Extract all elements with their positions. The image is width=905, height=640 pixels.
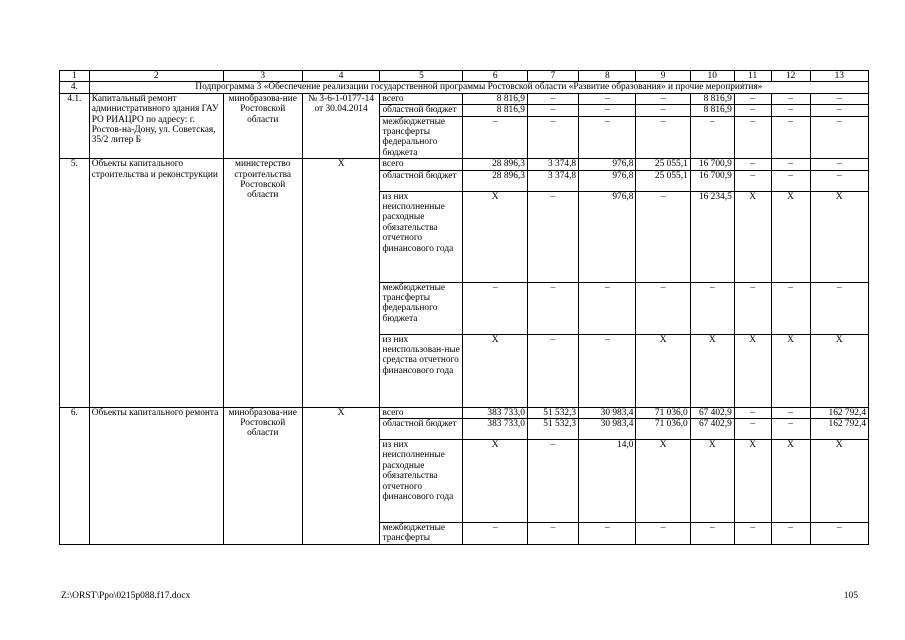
- value-cell: 976,8: [579, 191, 636, 282]
- value-cell: 976,8: [579, 159, 636, 170]
- value-cell: 8 816,9: [690, 93, 734, 104]
- value-cell: –: [734, 523, 771, 545]
- value-cell: –: [771, 116, 810, 159]
- value-cell: 51 532,3: [527, 407, 578, 418]
- value-cell: –: [579, 523, 636, 545]
- value-cell: –: [771, 170, 810, 191]
- value-cell: Х: [734, 440, 771, 523]
- value-cell: –: [810, 105, 868, 116]
- value-cell: –: [771, 419, 810, 440]
- value-cell: –: [771, 93, 810, 104]
- col-number-10: 10: [690, 71, 734, 82]
- section-document: Х: [302, 159, 380, 407]
- value-cell: –: [527, 105, 578, 116]
- value-cell: –: [527, 440, 578, 523]
- value-cell: 383 733,0: [463, 419, 528, 440]
- subprogram-row: [60, 82, 869, 93]
- value-cell: –: [636, 523, 690, 545]
- funding-source: межбюджетные трансферты федерального бюджета: [380, 116, 463, 159]
- value-cell: 8 816,9: [463, 105, 528, 116]
- value-cell: –: [734, 159, 771, 170]
- value-cell: –: [579, 105, 636, 116]
- table-row: [60, 407, 869, 418]
- value-cell: 25 055,1: [636, 170, 690, 191]
- col-number-5: 5: [380, 71, 463, 82]
- col-number-3: 3: [223, 71, 302, 82]
- funding-source: из них неиспользован-ные средства отчетного финансового года: [380, 334, 463, 407]
- value-cell: –: [734, 116, 771, 159]
- value-cell: 14,0: [579, 440, 636, 523]
- value-cell: –: [636, 116, 690, 159]
- value-cell: –: [636, 105, 690, 116]
- section-name: Объекты капитального ремонта: [89, 407, 223, 544]
- value-cell: 71 036,0: [636, 419, 690, 440]
- value-cell: –: [810, 282, 868, 334]
- table-body: [60, 71, 869, 545]
- value-cell: 16 700,9: [690, 159, 734, 170]
- value-cell: Х: [810, 440, 868, 523]
- value-cell: 51 532,3: [527, 419, 578, 440]
- section-executor: минобразова-ние Ростовской области: [223, 407, 302, 544]
- value-cell: Х: [734, 191, 771, 282]
- col-number-4: 4: [302, 71, 380, 82]
- funding-source: всего: [380, 407, 463, 418]
- value-cell: –: [636, 191, 690, 282]
- col-number-13: 13: [810, 71, 868, 82]
- value-cell: Х: [463, 334, 528, 407]
- value-cell: –: [810, 159, 868, 170]
- value-cell: –: [527, 334, 578, 407]
- section-name: Капитальный ремонт административного здания ГАУ РО РИАЦРО по адресу: г. Ростов-на-Дону, ул. Советская, 35/2 литер Б: [89, 93, 223, 158]
- value-cell: –: [771, 523, 810, 545]
- value-cell: –: [810, 93, 868, 104]
- col-number-12: 12: [771, 71, 810, 82]
- value-cell: 71 036,0: [636, 407, 690, 418]
- value-cell: 30 983,4: [579, 419, 636, 440]
- col-number-6: 6: [463, 71, 528, 82]
- value-cell: –: [771, 407, 810, 418]
- subprogram-title: Подпрограмма 3 «Обеспечение реализации государственной программы Ростовской области «Развитие образования» и прочие мероприятия»: [89, 82, 868, 93]
- value-cell: –: [463, 116, 528, 159]
- value-cell: 3 374,8: [527, 170, 578, 191]
- value-cell: Х: [463, 440, 528, 523]
- value-cell: –: [579, 334, 636, 407]
- value-cell: Х: [463, 191, 528, 282]
- value-cell: –: [810, 170, 868, 191]
- value-cell: Х: [636, 334, 690, 407]
- value-cell: –: [771, 282, 810, 334]
- funding-source: межбюджетные трансферты: [380, 523, 463, 545]
- footer-page-number: 105: [843, 591, 858, 601]
- value-cell: –: [527, 523, 578, 545]
- funding-source: областной бюджет: [380, 105, 463, 116]
- value-cell: –: [527, 191, 578, 282]
- value-cell: –: [690, 523, 734, 545]
- col-number-2: 2: [89, 71, 223, 82]
- value-cell: 16 234,5: [690, 191, 734, 282]
- value-cell: –: [579, 93, 636, 104]
- value-cell: 28 896,3: [463, 170, 528, 191]
- value-cell: –: [579, 282, 636, 334]
- value-cell: –: [527, 282, 578, 334]
- funding-source: из них неисполненные расходные обязательства отчетного финансового года: [380, 191, 463, 282]
- value-cell: Х: [636, 440, 690, 523]
- section-executor: минобразова-ние Ростовской области: [223, 93, 302, 158]
- funding-source: областной бюджет: [380, 170, 463, 191]
- value-cell: –: [690, 282, 734, 334]
- value-cell: 162 792,4: [810, 419, 868, 440]
- footer-file-path: Z:\ORST\Ppo\0215p088.f17.docx: [61, 591, 191, 601]
- funding-source: из них неисполненные расходные обязательства отчетного финансового года: [380, 440, 463, 523]
- value-cell: Х: [810, 334, 868, 407]
- budget-table: [59, 70, 869, 545]
- section-number: 5.: [60, 159, 90, 407]
- funding-source: областной бюджет: [380, 419, 463, 440]
- value-cell: –: [771, 105, 810, 116]
- funding-source: всего: [380, 93, 463, 104]
- value-cell: 162 792,4: [810, 407, 868, 418]
- value-cell: 30 983,4: [579, 407, 636, 418]
- value-cell: 67 402,9: [690, 407, 734, 418]
- value-cell: Х: [771, 334, 810, 407]
- value-cell: –: [463, 523, 528, 545]
- col-number-8: 8: [579, 71, 636, 82]
- col-number-1: 1: [60, 71, 90, 82]
- value-cell: –: [527, 93, 578, 104]
- section-document: Х: [302, 407, 380, 544]
- value-cell: 8 816,9: [690, 105, 734, 116]
- section-number: 4.1.: [60, 93, 90, 158]
- header-row: [60, 71, 869, 82]
- subprogram-number: 4.: [60, 82, 90, 93]
- value-cell: –: [579, 116, 636, 159]
- value-cell: Х: [690, 334, 734, 407]
- col-number-11: 11: [734, 71, 771, 82]
- value-cell: –: [636, 93, 690, 104]
- value-cell: –: [810, 523, 868, 545]
- section-document: № 3-6-1-0177-14 от 30.04.2014: [302, 93, 380, 158]
- value-cell: Х: [771, 440, 810, 523]
- section-name: Объекты капитального строительства и реконструкции: [89, 159, 223, 407]
- value-cell: –: [734, 93, 771, 104]
- funding-source: межбюджетные трансферты федерального бюджета: [380, 282, 463, 334]
- value-cell: 8 816,9: [463, 93, 528, 104]
- value-cell: Х: [734, 334, 771, 407]
- value-cell: 383 733,0: [463, 407, 528, 418]
- value-cell: Х: [690, 440, 734, 523]
- value-cell: 28 896,3: [463, 159, 528, 170]
- table-row: [60, 159, 869, 170]
- value-cell: –: [734, 170, 771, 191]
- section-number: 6.: [60, 407, 90, 544]
- value-cell: –: [463, 282, 528, 334]
- value-cell: –: [734, 282, 771, 334]
- value-cell: 16 700,9: [690, 170, 734, 191]
- value-cell: –: [810, 116, 868, 159]
- value-cell: –: [734, 419, 771, 440]
- value-cell: –: [734, 105, 771, 116]
- section-executor: министерство строительства Ростовской области: [223, 159, 302, 407]
- value-cell: –: [771, 159, 810, 170]
- value-cell: –: [527, 116, 578, 159]
- value-cell: 3 374,8: [527, 159, 578, 170]
- value-cell: 25 055,1: [636, 159, 690, 170]
- value-cell: 67 402,9: [690, 419, 734, 440]
- col-number-9: 9: [636, 71, 690, 82]
- value-cell: –: [734, 407, 771, 418]
- value-cell: –: [690, 116, 734, 159]
- value-cell: –: [636, 282, 690, 334]
- value-cell: 976,8: [579, 170, 636, 191]
- col-number-7: 7: [527, 71, 578, 82]
- value-cell: Х: [771, 191, 810, 282]
- value-cell: Х: [810, 191, 868, 282]
- funding-source: всего: [380, 159, 463, 170]
- table-row: [60, 93, 869, 104]
